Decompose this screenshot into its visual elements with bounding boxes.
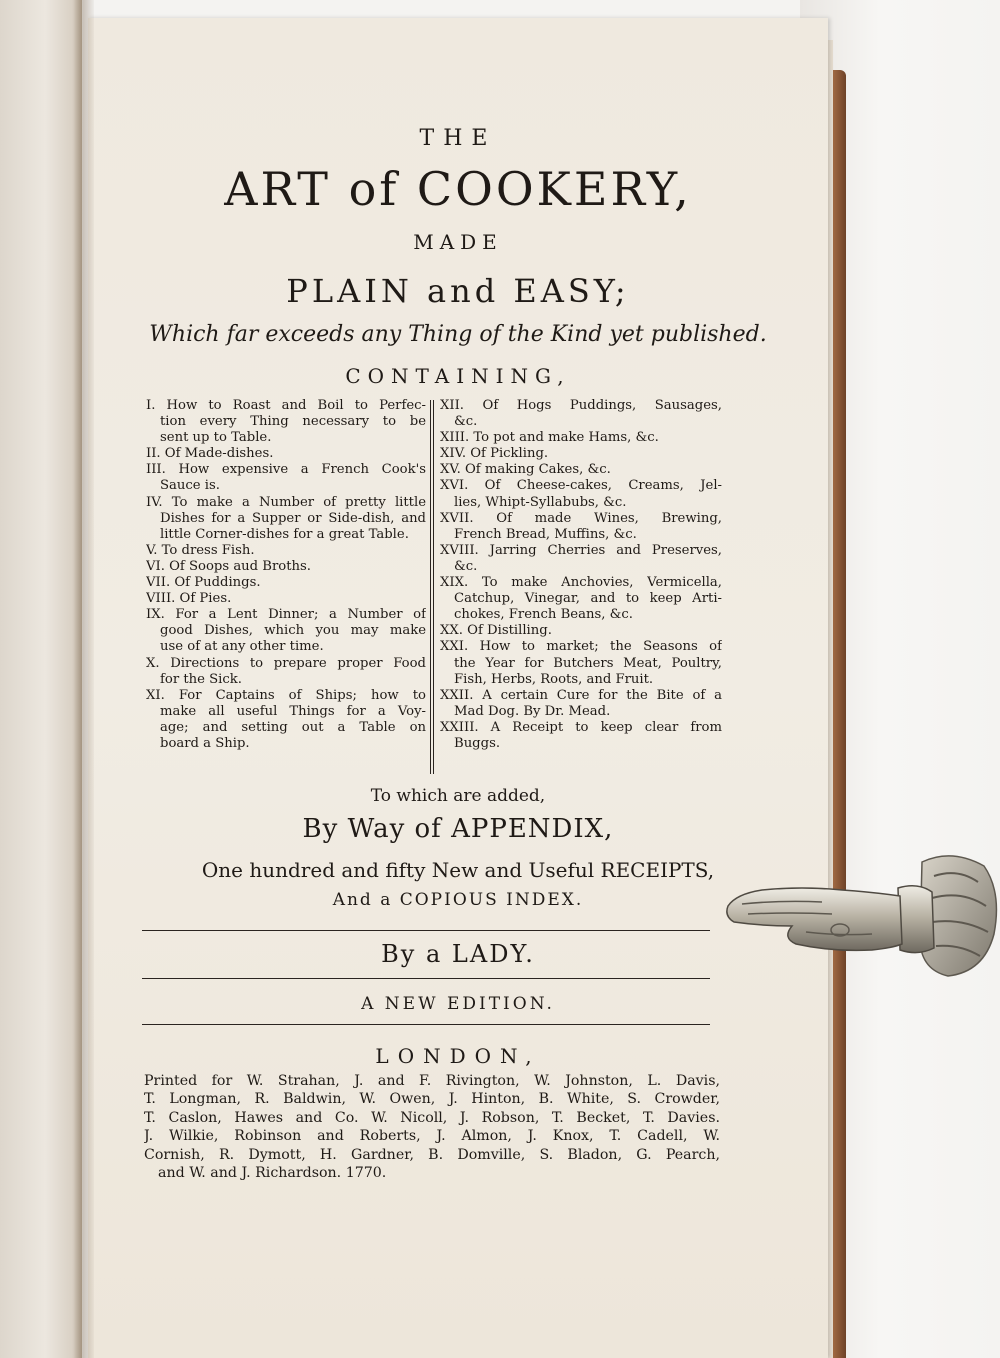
contents-line: Fish, Herbs, Roots, and Fruit. xyxy=(454,671,654,687)
contents-line: X. Directions to prepare proper Food xyxy=(146,655,426,671)
contents-line: XI. For Captains of Ships; how to xyxy=(146,687,426,703)
contents-line: XVIII. Jarring Cherries and Preserves, xyxy=(440,542,722,558)
contents-line: XII. Of Hogs Puddings, Sausages, xyxy=(440,398,722,413)
rule-middle xyxy=(142,978,710,979)
contents-line: chokes, French Beans, &c. xyxy=(454,607,633,623)
title-plain-and-easy: PLAIN and EASY; xyxy=(286,272,630,310)
contents-line: Mad Dog. By Dr. Mead. xyxy=(454,703,611,719)
contents-line: XXI. How to market; the Seasons of xyxy=(440,639,722,655)
imprint-line: Printed for W. Strahan, J. and F. Rivington, W. Johnston, L. Davis, xyxy=(144,1073,720,1089)
contents-line: use of at any other time. xyxy=(160,639,324,655)
to-which-are-added: To which are added, xyxy=(370,786,546,806)
printers-imprint xyxy=(144,1072,720,1182)
containing-heading: CONTAINING, xyxy=(345,364,571,388)
contents-line: V. To dress Fish. xyxy=(146,542,255,558)
contents-line: III. How expensive a French Cook's xyxy=(146,462,426,478)
imprint-line: and W. and J. Richardson. 1770. xyxy=(158,1165,387,1182)
contents-line: make all useful Things for a Voy- xyxy=(160,703,426,719)
contents-line: XV. Of making Cakes, &c. xyxy=(440,462,611,478)
contents-left-column xyxy=(146,398,426,752)
contents-line: Sauce is. xyxy=(160,478,220,494)
rule-top xyxy=(142,930,710,931)
contents-line: age; and setting out a Table on xyxy=(160,719,426,735)
contents-line: IX. For a Lent Dinner; a Number of xyxy=(146,607,426,623)
contents-line: VII. Of Puddings. xyxy=(146,575,261,591)
left-endpaper xyxy=(0,0,82,1358)
title-the: THE xyxy=(419,126,497,151)
author-line: By a LADY. xyxy=(381,940,535,968)
contents-line: XVII. Of made Wines, Brewing, xyxy=(440,510,722,526)
contents-line: for the Sick. xyxy=(160,671,242,687)
contents-line: XIII. To pot and make Hams, &c. xyxy=(440,430,659,446)
contents-line: XXIII. A Receipt to keep clear from xyxy=(440,719,722,735)
contents-line: XIX. To make Anchovies, Vermicella, xyxy=(440,575,722,591)
contents-right-column xyxy=(440,398,722,752)
contents-line: Dishes for a Supper or Side-dish, and xyxy=(160,510,426,526)
contents-line: &c. xyxy=(454,558,478,574)
rule-bottom xyxy=(142,1024,710,1025)
copious-index: And a COPIOUS INDEX. xyxy=(332,890,584,910)
contents-line: the Year for Butchers Meat, Poultry, xyxy=(454,655,722,671)
silver-hand-page-clip-icon xyxy=(722,852,1000,982)
contents-line: II. Of Made-dishes. xyxy=(146,446,274,462)
contents-line: XX. Of Distilling. xyxy=(440,623,552,639)
contents-line: tion every Thing necessary to be xyxy=(160,414,426,430)
imprint-line: J. Wilkie, Robinson and Roberts, J. Almon, J. Knox, T. Cadell, W. xyxy=(144,1128,720,1145)
contents-line: lies, Whipt-Syllabubs, &c. xyxy=(454,494,627,510)
contents-line: VIII. Of Pies. xyxy=(146,591,232,607)
column-divider xyxy=(430,400,434,774)
contents-line: XVI. Of Cheese-cakes, Creams, Jel- xyxy=(440,478,722,494)
contents-line: sent up to Table. xyxy=(160,430,272,446)
new-and-useful-receipts: One hundred and fifty New and Useful RECEIPTS, xyxy=(201,858,715,882)
contents-line: board a Ship. xyxy=(160,735,250,751)
imprint-line: T. Longman, R. Baldwin, W. Owen, J. Hinton, B. White, S. Crowder, xyxy=(144,1091,720,1108)
place-of-publication: LONDON, xyxy=(375,1044,541,1068)
contents-line: Catchup, Vinegar, and to keep Arti- xyxy=(454,591,722,607)
edition-line: A NEW EDITION. xyxy=(361,994,555,1014)
contents-line: IV. To make a Number of pretty little xyxy=(146,494,426,510)
by-way-of-appendix: By Way of APPENDIX, xyxy=(302,814,614,844)
contents-line: &c. xyxy=(454,414,478,430)
imprint-line: Cornish, R. Dymott, H. Gardner, B. Domville, S. Bladon, G. Pearch, xyxy=(144,1146,720,1163)
title-art-of-cookery: ART of COOKERY, xyxy=(224,162,692,216)
contents-line: XXII. A certain Cure for the Bite of a xyxy=(440,687,722,703)
contents-line: I. How to Roast and Boil to Perfec- xyxy=(146,398,426,413)
contents-line: French Bread, Muffins, &c. xyxy=(454,526,637,542)
subtitle: Which far exceeds any Thing of the Kind yet published. xyxy=(149,322,767,347)
title-made: MADE xyxy=(413,230,503,254)
contents-line: good Dishes, which you may make xyxy=(160,623,426,639)
contents-line: VI. Of Soops aud Broths. xyxy=(146,558,311,574)
contents-line: Buggs. xyxy=(454,735,501,751)
contents-line: XIV. Of Pickling. xyxy=(440,446,549,462)
imprint-line: T. Caslon, Hawes and Co. W. Nicoll, J. Robson, T. Becket, T. Davies. xyxy=(144,1109,720,1126)
contents-line: little Corner-dishes for a great Table. xyxy=(160,526,409,542)
